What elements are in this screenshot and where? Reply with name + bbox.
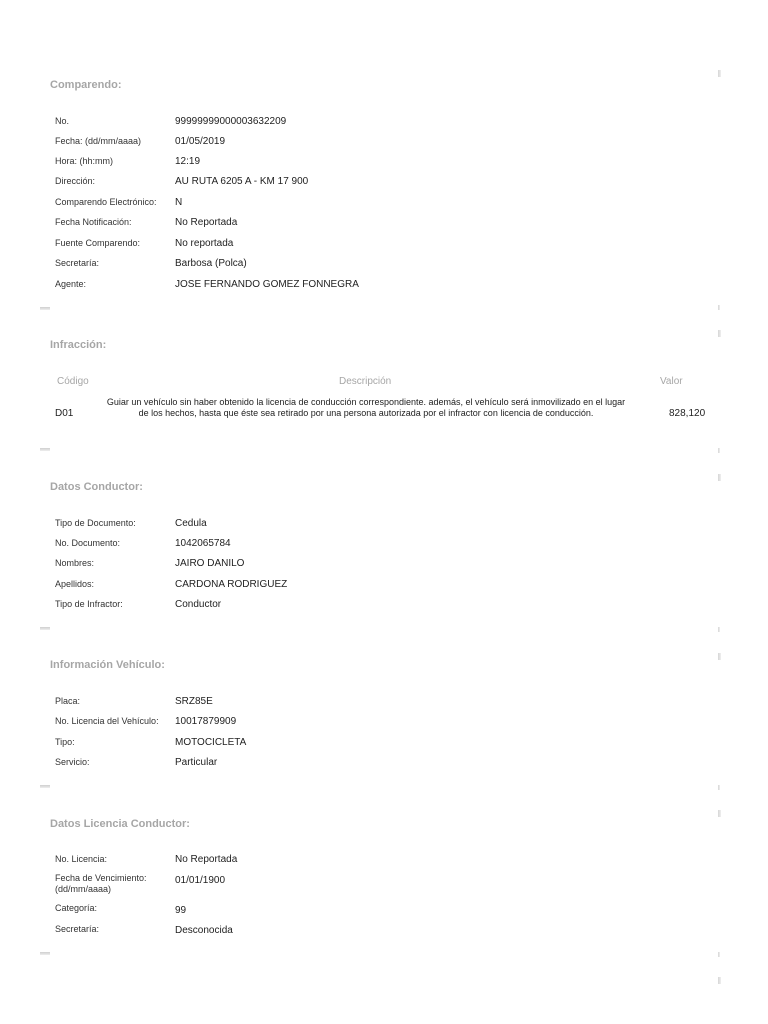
field-row xyxy=(55,518,695,538)
infraccion-descripcion: Guiar un vehículo sin haber obtenido la licencia de conducción correspondiente. además, el vehículo será inmovilizado en el lugar de los hechos, hasta que éste sea retirado por una persona autorizada por el infractor con licencia de conducción. xyxy=(106,397,626,418)
field-row xyxy=(55,903,695,923)
field-row xyxy=(55,156,695,176)
field-value: Particular xyxy=(175,757,218,768)
field-value: CARDONA RODRIGUEZ xyxy=(175,579,288,590)
field-label: Fecha: (dd/mm/aaaa) xyxy=(55,136,142,146)
corner-mark xyxy=(40,952,50,955)
field-row xyxy=(55,737,695,757)
corner-mark xyxy=(718,70,721,77)
section-title-conductor: Datos Conductor: xyxy=(50,481,143,493)
field-row xyxy=(55,217,695,237)
section-title-licencia: Datos Licencia Conductor: xyxy=(50,818,190,830)
field-label: Fuente Comparendo: xyxy=(55,238,141,248)
field-row xyxy=(55,696,695,716)
field-row xyxy=(55,599,695,619)
corner-mark xyxy=(718,330,721,337)
field-value: Desconocida xyxy=(175,925,233,936)
field-row xyxy=(55,716,695,736)
field-row xyxy=(55,279,695,299)
field-value: No reportada xyxy=(175,238,234,249)
field-label: Secretaría: xyxy=(55,258,100,268)
field-row xyxy=(55,116,695,136)
column-header-descripcion: Descripción xyxy=(339,376,392,387)
corner-mark xyxy=(718,653,721,660)
field-row xyxy=(55,258,695,278)
field-row xyxy=(55,579,695,599)
field-value: 1042065784 xyxy=(175,538,231,549)
corner-mark xyxy=(718,627,720,632)
corner-mark xyxy=(718,810,721,817)
field-label: Secretaría: xyxy=(55,924,100,934)
field-value: SRZ85E xyxy=(175,696,213,707)
field-label: Placa: xyxy=(55,696,81,706)
field-value: 99999999000003632209 xyxy=(175,116,287,127)
corner-mark xyxy=(718,305,720,310)
field-row xyxy=(55,924,695,944)
field-row xyxy=(55,873,695,901)
corner-mark xyxy=(40,785,50,788)
field-label: Categoría: xyxy=(55,903,98,913)
field-label: Agente: xyxy=(55,279,87,289)
field-label: No. xyxy=(55,116,70,126)
corner-mark xyxy=(718,977,721,984)
field-label: No. Licencia del Vehículo: xyxy=(55,716,159,726)
field-label: Fecha de Vencimiento: (dd/mm/aaaa) xyxy=(55,873,147,894)
field-label: Comparendo Electrónico: xyxy=(55,197,157,207)
field-value: JAIRO DANILO xyxy=(175,558,245,569)
field-value: Conductor xyxy=(175,599,222,610)
field-value: 01/01/1900 xyxy=(175,875,226,886)
field-row xyxy=(55,558,695,578)
field-value: AU RUTA 6205 A - KM 17 900 xyxy=(175,176,309,187)
field-value: MOTOCICLETA xyxy=(175,737,247,748)
field-row xyxy=(55,538,695,558)
field-value: 99 xyxy=(175,905,187,916)
field-label: Tipo de Infractor: xyxy=(55,599,123,609)
corner-mark xyxy=(718,785,720,790)
field-value: N xyxy=(175,197,183,208)
field-value: Cedula xyxy=(175,518,207,529)
field-row xyxy=(55,176,695,196)
column-header-valor: Valor xyxy=(660,376,683,387)
field-value: 01/05/2019 xyxy=(175,136,226,147)
field-row xyxy=(55,136,695,156)
field-value: Barbosa (Polca) xyxy=(175,258,247,269)
field-label: Nombres: xyxy=(55,558,95,568)
field-label: No. Licencia: xyxy=(55,854,108,864)
field-label: Servicio: xyxy=(55,757,90,767)
section-title-infraccion: Infracción: xyxy=(50,339,107,351)
field-label: Fecha Notificación: xyxy=(55,217,132,227)
field-label: Tipo: xyxy=(55,737,75,747)
field-value: 10017879909 xyxy=(175,716,237,727)
infraccion-valor: 828,120 xyxy=(669,408,706,419)
field-label: Hora: (hh:mm) xyxy=(55,156,114,166)
field-row xyxy=(55,197,695,217)
field-label: Tipo de Documento: xyxy=(55,518,136,528)
field-label: Apellidos: xyxy=(55,579,95,589)
section-title-vehiculo: Información Vehículo: xyxy=(50,659,165,671)
field-label: No. Documento: xyxy=(55,538,121,548)
field-row xyxy=(55,757,695,777)
infraccion-codigo: D01 xyxy=(55,408,74,419)
corner-mark xyxy=(40,448,50,451)
field-value: JOSE FERNANDO GOMEZ FONNEGRA xyxy=(175,279,359,290)
corner-mark xyxy=(40,307,50,310)
corner-mark xyxy=(718,448,720,453)
corner-mark xyxy=(718,952,720,957)
field-value: No Reportada xyxy=(175,854,238,865)
field-label: Dirección: xyxy=(55,176,96,186)
corner-mark xyxy=(718,474,721,481)
field-value: No Reportada xyxy=(175,217,238,228)
field-row xyxy=(55,854,695,874)
corner-mark xyxy=(40,627,50,630)
field-value: 12:19 xyxy=(175,156,201,167)
section-title-comparendo: Comparendo: xyxy=(50,79,122,91)
column-header-codigo: Código xyxy=(57,376,89,387)
field-row xyxy=(55,238,695,258)
